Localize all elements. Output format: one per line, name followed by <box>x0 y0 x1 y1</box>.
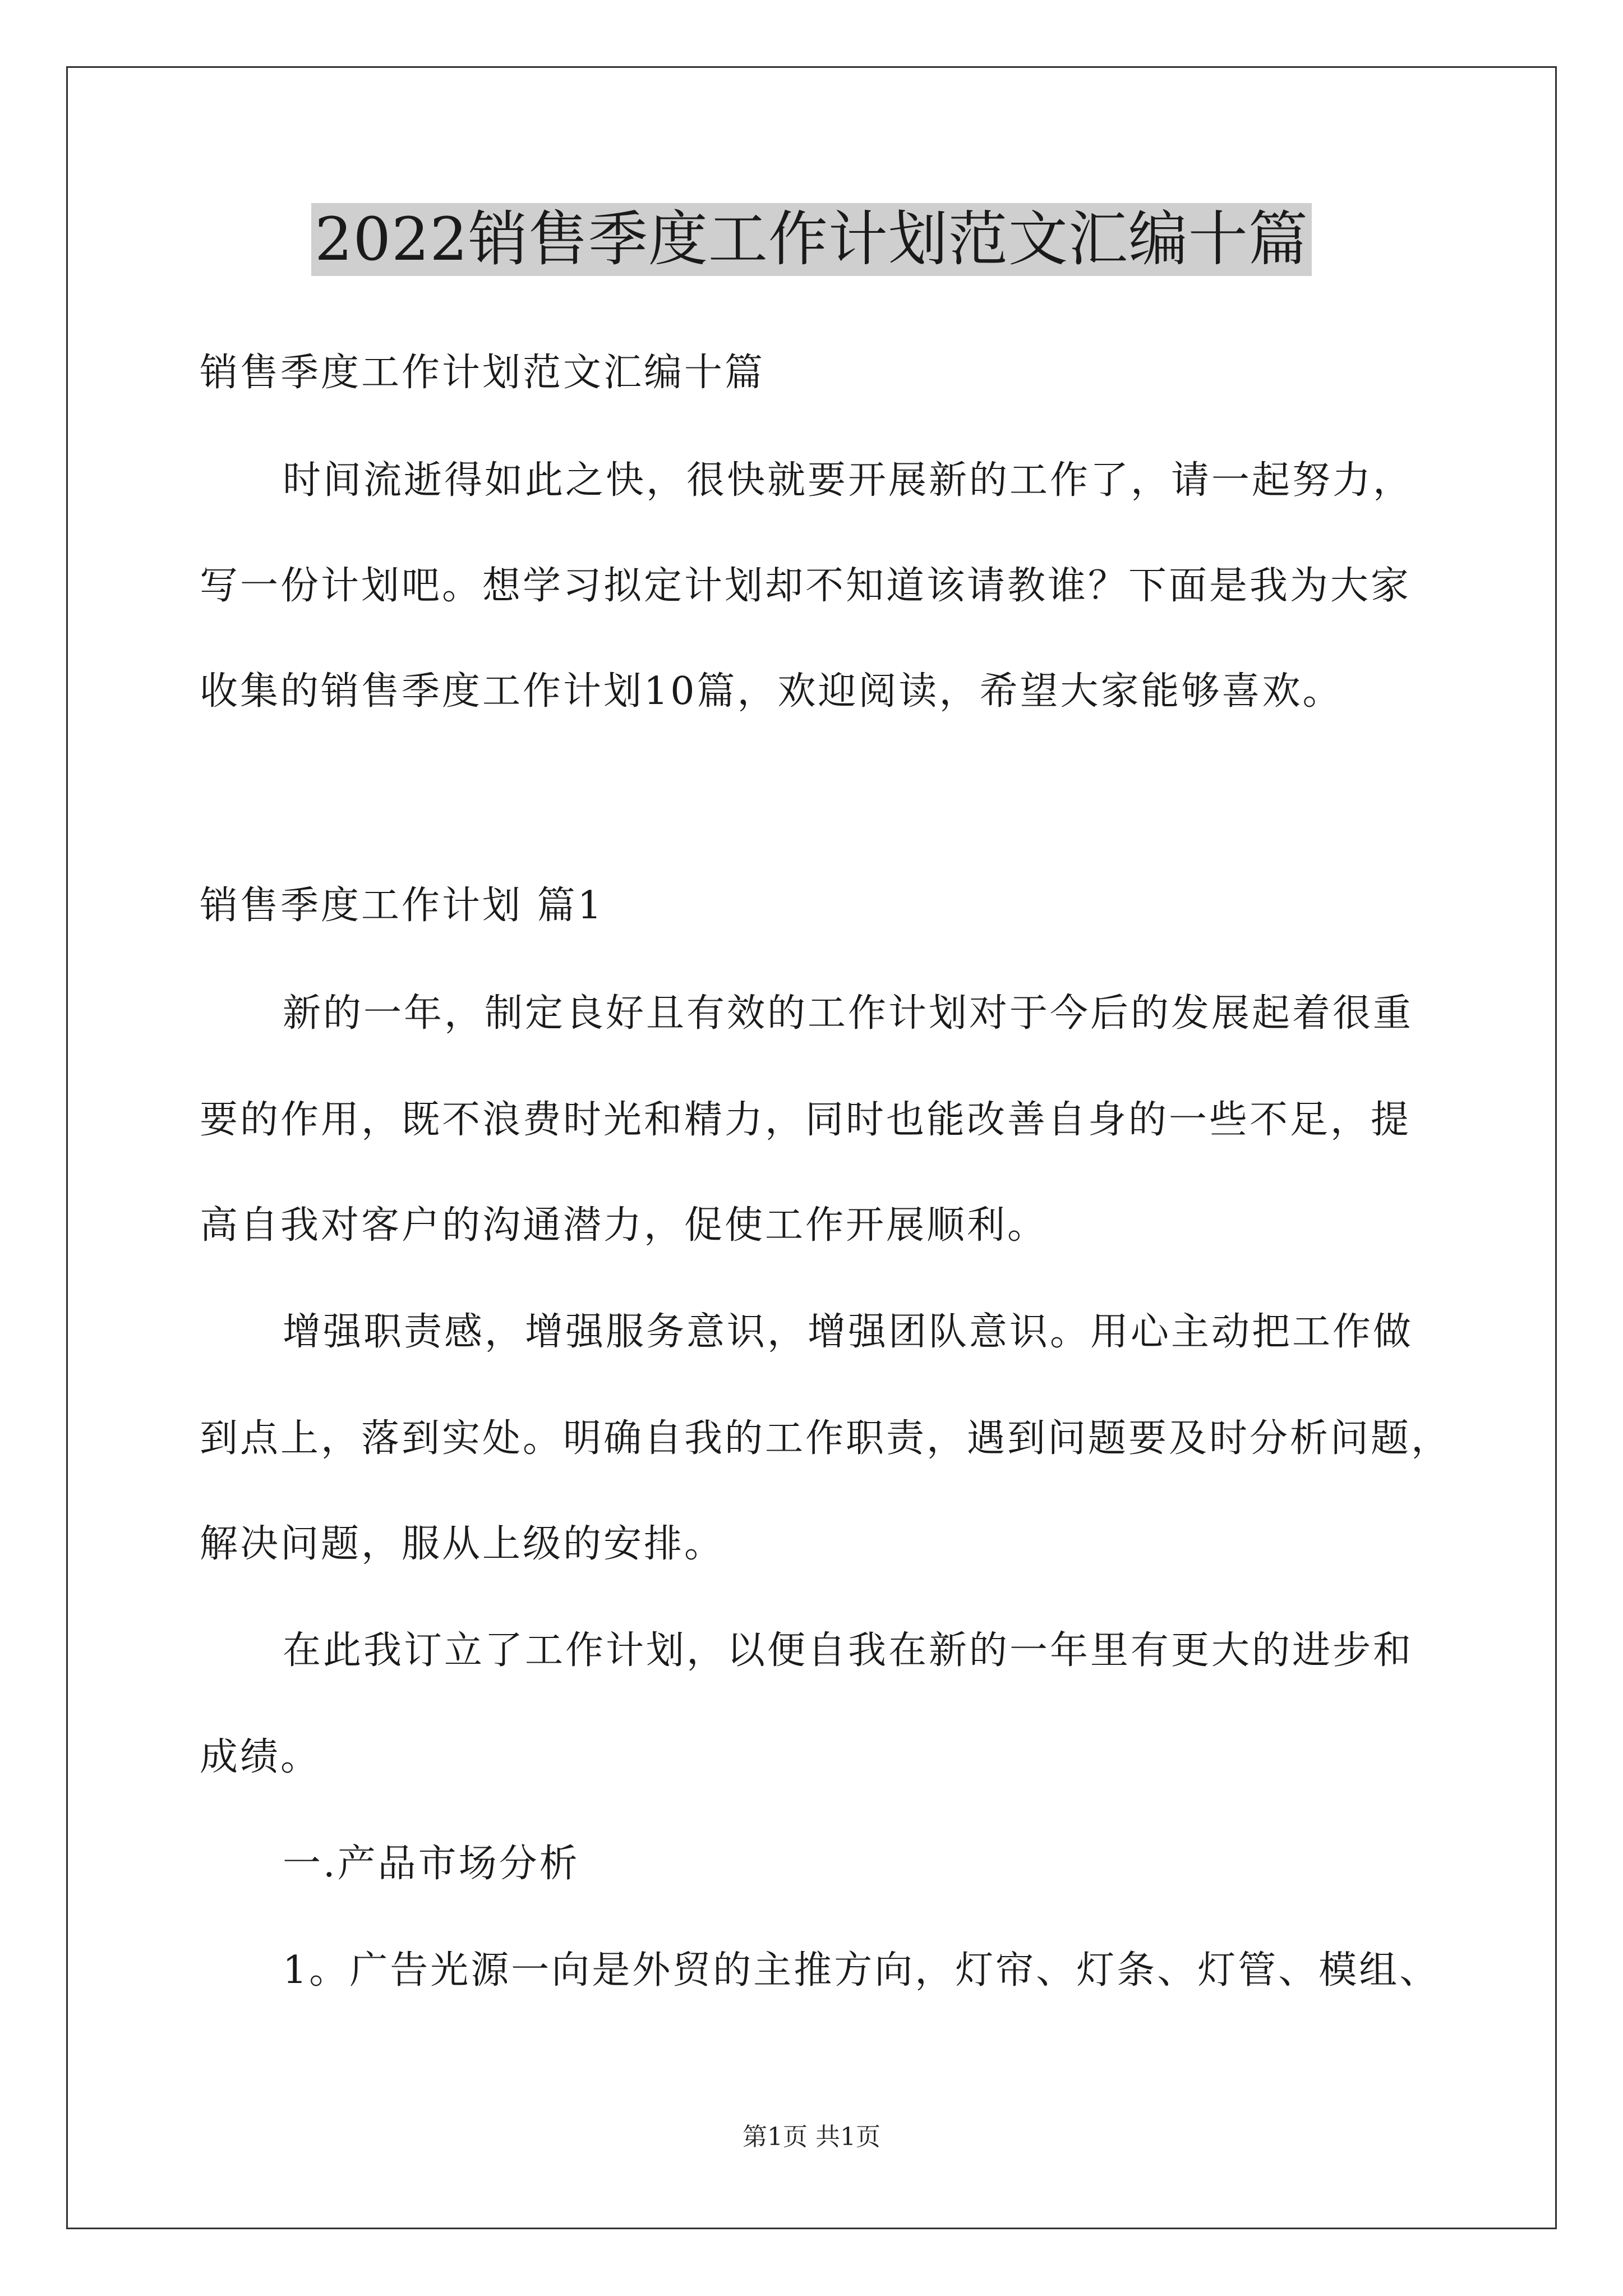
paragraph-line: 写一份计划吧。想学习拟定计划却不知道该请教谁？下面是我为大家 <box>200 564 1412 608</box>
paragraph-line: 解决问题，服从上级的安排。 <box>200 1522 725 1566</box>
title-container <box>0 203 1623 276</box>
paragraph-line: 1。广告光源一向是外贸的主推方向，灯帘、灯条、灯管、模组、 <box>283 1948 1440 1993</box>
document-title: 2022销售季度工作计划范文汇编十篇 <box>311 203 1312 276</box>
subsection-heading: 一.产品市场分析 <box>283 1842 580 1886</box>
subtitle-line: 销售季度工作计划范文汇编十篇 <box>200 351 766 395</box>
section-heading: 销售季度工作计划 篇1 <box>200 884 604 928</box>
paragraph-line: 增强职责感，增强服务意识，增强团队意识。用心主动把工作做 <box>283 1310 1414 1354</box>
paragraph-line: 新的一年，制定良好且有效的工作计划对于今后的发展起着很重 <box>283 991 1414 1036</box>
paragraph-line: 高自我对客户的沟通潜力，促使工作开展顺利。 <box>200 1203 1048 1248</box>
paragraph-line: 在此我订立了工作计划，以便自我在新的一年里有更大的进步和 <box>283 1628 1414 1673</box>
paragraph-line: 要的作用，既不浪费时光和精力，同时也能改善自身的一些不足，提 <box>200 1098 1412 1142</box>
paragraph-line: 成绩。 <box>200 1735 321 1779</box>
page-footer: 第1页 共1页 <box>743 2123 880 2151</box>
paragraph-line: 到点上，落到实处。明确自我的工作职责，遇到问题要及时分析问题， <box>200 1416 1452 1461</box>
paragraph-line: 收集的销售季度工作计划10篇，欢迎阅读，希望大家能够喜欢。 <box>200 669 1343 714</box>
paragraph-line: 时间流逝得如此之快，很快就要开展新的工作了，请一起努力， <box>283 458 1414 503</box>
